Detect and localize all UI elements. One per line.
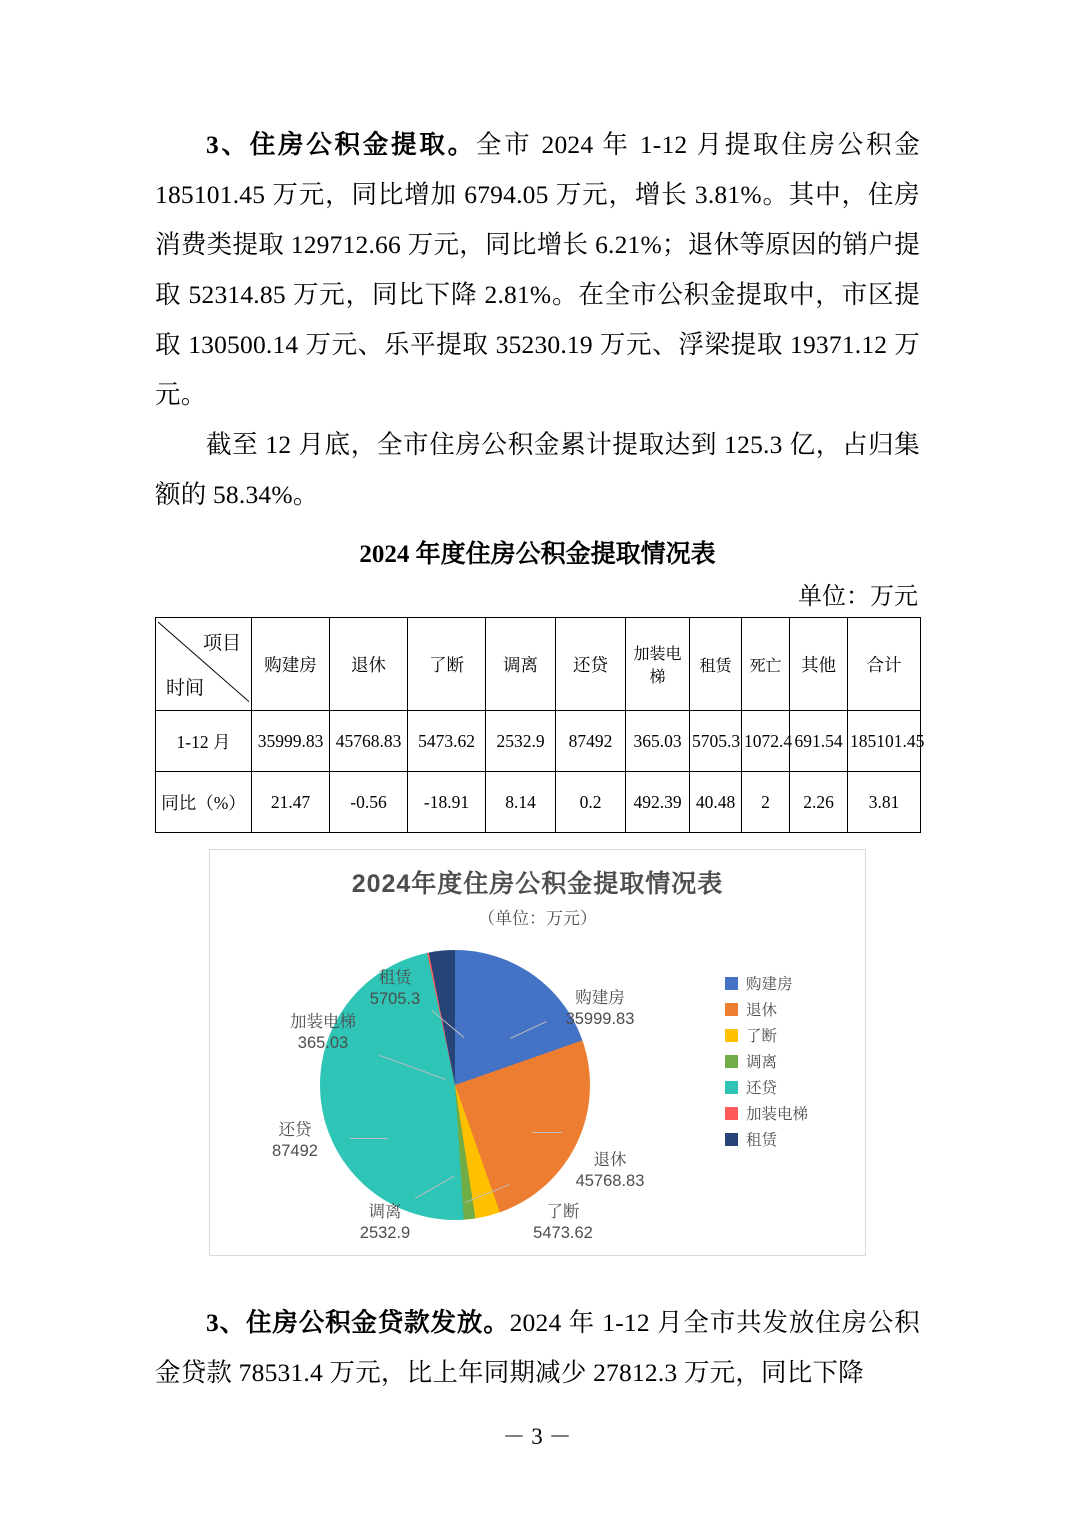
table-cell: 40.48 <box>690 772 742 833</box>
paragraph-extraction <box>155 120 920 420</box>
table-cell: 2532.9 <box>486 711 556 772</box>
corner-label-time: 时间 <box>166 678 205 699</box>
table-row <box>156 711 921 772</box>
table-cell: 5473.62 <box>408 711 486 772</box>
table-header-row <box>156 618 921 711</box>
paragraph-cumulative <box>155 420 920 520</box>
table-cell: 21.47 <box>252 772 330 833</box>
leader-line <box>532 1132 562 1133</box>
table-col-header: 其他 <box>790 618 848 711</box>
table-cell: 365.03 <box>626 711 690 772</box>
document-content <box>155 120 925 1398</box>
table-row <box>156 772 921 833</box>
pie-label-购建房: 购建房 35999.83 <box>565 989 635 1028</box>
chart-legend <box>725 970 835 1152</box>
paragraph-body-extraction: 全市 2024 年 1-12 月提取住房公积金 185101.45 万元，同比增加 6794.05 万元，增长 3.81%。其中，住房消费类提取 129712.66 万元，同比增长 6.21%；退休等原因的销户提取 52314.85 万元，同比下降 2.81%。在全市公积金提取中，市区提取 130500.14 万元、乐平提取 35230.19 万元、浮梁提取 19371.12 万元。 <box>155 130 920 409</box>
table-row-label: 1-12 月 <box>156 711 252 772</box>
legend-swatch-icon <box>725 1133 738 1146</box>
table-col-header: 购建房 <box>252 618 330 711</box>
table-col-header: 了断 <box>408 618 486 711</box>
table-cell: 5705.3 <box>690 711 742 772</box>
pie-label-加装电梯: 加装电梯 365.03 <box>290 1013 356 1052</box>
table-col-header: 租赁 <box>690 618 742 711</box>
legend-label: 了断 <box>746 1028 778 1045</box>
legend-label: 租赁 <box>746 1132 778 1149</box>
legend-label: 购建房 <box>746 976 793 993</box>
table-cell: 45768.83 <box>330 711 408 772</box>
page-number: － 3 － <box>502 1424 572 1449</box>
table-col-header: 还贷 <box>556 618 626 711</box>
table-col-header: 退休 <box>330 618 408 711</box>
paragraph-loan <box>155 1298 920 1398</box>
table-cell: 1072.4 <box>742 711 790 772</box>
paragraph-body-cumulative: 截至 12 月底，全市住房公积金累计提取达到 125.3 亿，占归集额的 58.34%。 <box>155 430 920 509</box>
table-cell: -0.56 <box>330 772 408 833</box>
legend-swatch-icon <box>725 1107 738 1120</box>
table-cell: 3.81 <box>848 772 921 833</box>
table-cell: 87492 <box>556 711 626 772</box>
chart-subtitle: （单位：万元） <box>478 909 597 928</box>
legend-item <box>725 1126 835 1152</box>
table-col-header: 调离 <box>486 618 556 711</box>
corner-label-item: 项目 <box>202 633 241 654</box>
table-cell: 492.39 <box>626 772 690 833</box>
pie-label-调离: 调离 2532.9 <box>359 1203 411 1242</box>
table-row-label: 同比（%） <box>156 772 252 833</box>
legend-item <box>725 970 835 996</box>
legend-swatch-icon <box>725 1055 738 1068</box>
legend-label: 调离 <box>746 1054 778 1071</box>
legend-item <box>725 1100 835 1126</box>
table-title: 2024 年度住房公积金提取情况表 <box>359 541 716 568</box>
table-col-header: 死亡 <box>742 618 790 711</box>
legend-swatch-icon <box>725 977 738 990</box>
paragraph-body-loan: 2024 年 1-12 月全市共发放住房公积金贷款 78531.4 万元，比上年同期减少 27812.3 万元，同比下降 <box>155 1308 920 1387</box>
legend-swatch-icon <box>725 1029 738 1042</box>
pie-label-还贷: 还贷 87492 <box>272 1121 318 1160</box>
table-cell: 0.2 <box>556 772 626 833</box>
table-cell: 35999.83 <box>252 711 330 772</box>
table-cell: 2.26 <box>790 772 848 833</box>
legend-item <box>725 1022 835 1048</box>
legend-item <box>725 1048 835 1074</box>
legend-label: 还贷 <box>746 1080 778 1097</box>
table-col-header: 合计 <box>848 618 921 711</box>
pie-chart <box>209 849 866 1256</box>
legend-item <box>725 1074 835 1100</box>
pie-label-租赁: 租赁 5705.3 <box>369 969 421 1008</box>
table-cell: 185101.45 <box>848 711 921 772</box>
paragraph-lead-extraction: 3、住房公积金提取。 <box>206 130 476 159</box>
table-unit: 单位：万元 <box>798 584 918 610</box>
table-cell: 2 <box>742 772 790 833</box>
table-corner-cell <box>156 618 252 711</box>
legend-item <box>725 996 835 1022</box>
table-col-header: 加装电梯 <box>626 618 690 711</box>
table-cell: -18.91 <box>408 772 486 833</box>
paragraph-lead-loan: 3、住房公积金贷款发放。 <box>206 1308 510 1337</box>
legend-swatch-icon <box>725 1003 738 1016</box>
table-cell: 8.14 <box>486 772 556 833</box>
legend-label: 加装电梯 <box>746 1106 809 1123</box>
pie-label-退休: 退休 45768.83 <box>575 1151 645 1190</box>
table-cell: 691.54 <box>790 711 848 772</box>
chart-title: 2024年度住房公积金提取情况表 <box>351 870 724 898</box>
extraction-table <box>155 617 925 833</box>
pie-label-了断: 了断 5473.62 <box>533 1203 593 1242</box>
legend-label: 退休 <box>746 1002 778 1019</box>
legend-swatch-icon <box>725 1081 738 1094</box>
leader-line <box>350 1138 388 1139</box>
